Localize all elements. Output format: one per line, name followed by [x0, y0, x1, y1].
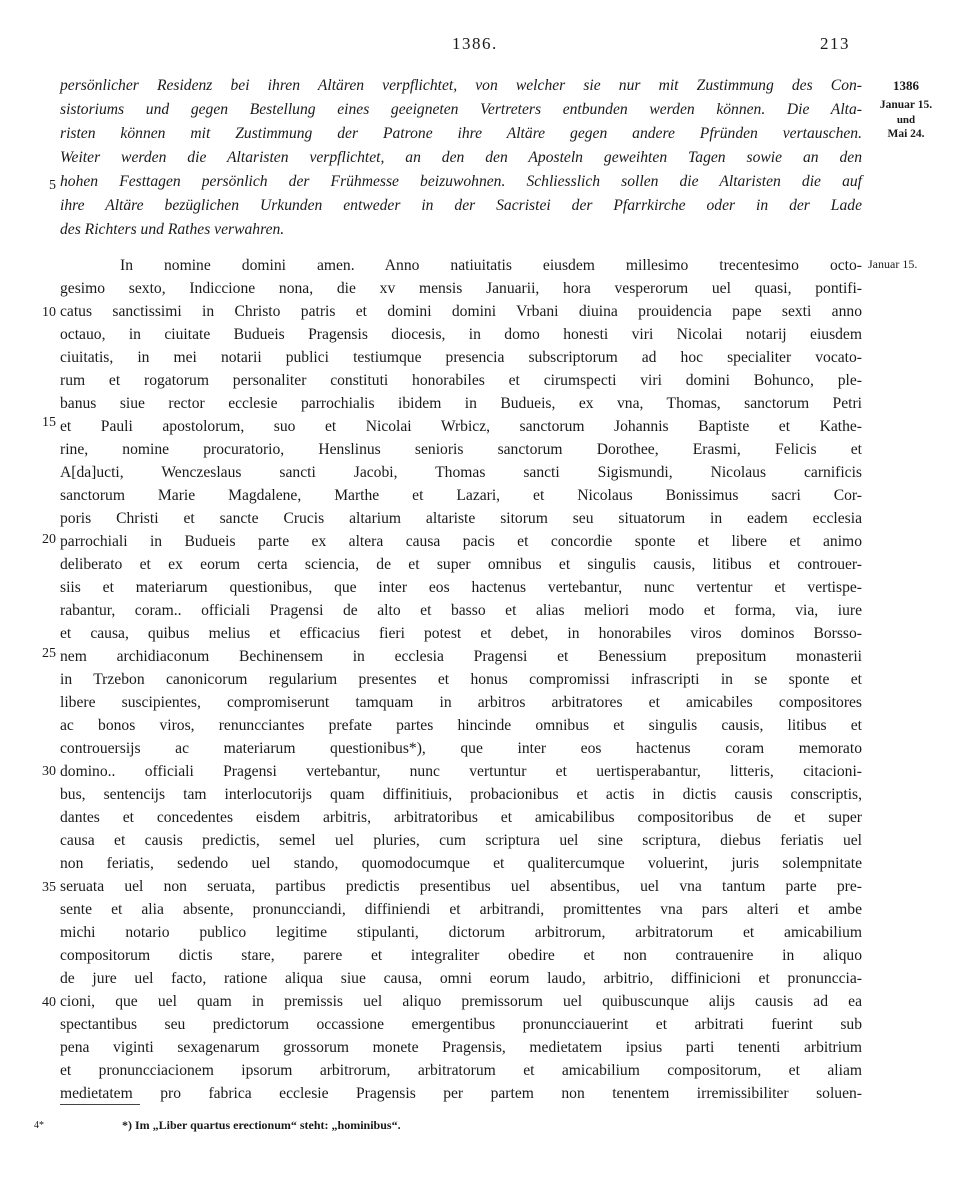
margin-date-year: 1386: [893, 78, 919, 93]
body-line: et pronuncciacionem ipsorum arbitrorum, arbitratorum et amicabilium compositorum, et aliam: [60, 1062, 862, 1079]
body-line: compositorum dictis stare, parere et integraliter obedire et non contrauenire in aliquo: [60, 947, 862, 964]
body-line: non feriatis, sedendo uel stando, quomodocumque et qualitercumque voluerint, juris solempnitate: [60, 855, 862, 872]
body-line: controuersijs ac materiarum questionibus*), que inter eos hactenus coram memorato: [60, 740, 862, 757]
body-line: deliberato et ex eorum certa sciencia, de et super omnibus et singulis causis, litibus et controuer-: [60, 556, 862, 573]
body-line: gesimo sexto, Indiccione nona, die xv mensis Januarii, hora vesperorum uel quasi, pontifi-: [60, 280, 862, 297]
body-line: banus siue rector ecclesie parrochialis ibidem in Budueis, ex vna, Thomas, sanctorum Petri: [60, 395, 862, 412]
body-line: sanctorum Marie Magdalene, Marthe et Lazari, et Nicolaus Bonissimus sacri Cor-: [60, 487, 862, 504]
body-line: pena viginti sexagenarum grossorum monete Pragensis, medietatem ipsius parti tenenti arbitrium: [60, 1039, 862, 1056]
body-line: catus sanctissimi in Christo patris et domini domini Vrbani diuina prouidencia pape sexti anno: [60, 303, 862, 320]
line-number: 30: [42, 764, 56, 779]
body-line: ciuitatis, in mei notarii publici testiumque presencia subscriptorum ad hoc specialiter vocato-: [60, 349, 862, 366]
margin-date-charter: Januar 15.: [868, 257, 918, 271]
page-header: [0, 34, 960, 58]
body-line: causa et causis predictis, semel uel pluries, cum scriptura uel sine scriptura, diebus feriatis uel: [60, 832, 862, 849]
line-number: 25: [42, 646, 56, 661]
summary-line: hohen Festtagen persönlich der Frühmesse beizuwohnen. Schliesslich sollen die Altaristen die auf: [60, 173, 862, 190]
body-line: sente et alia absente, pronuncciandi, diffiniendi et arbitrandi, promittentes vna pars alteri et ambe: [60, 901, 862, 918]
body-line: medietatem pro fabrica ecclesie Pragensis per partem non tenentem irremissibiliter soluen-: [60, 1085, 862, 1102]
sheet-signature: 4*: [34, 1120, 44, 1131]
body-line: rum et rogatorum personaliter constituti honorabiles et cirumspecti viri domini Bohunco, ple-: [60, 372, 862, 389]
summary-line: Weiter werden die Altaristen verpflichtet, an den den Aposteln geweihten Tagen sowie an den: [60, 149, 862, 166]
body-line: seruata uel non seruata, partibus predictis presentibus uel absentibus, uel vna tantum parte pre-: [60, 878, 862, 895]
line-number: 35: [42, 880, 56, 895]
body-line: et Pauli apostolorum, suo et Nicolai Wrbicz, sanctorum Johannis Baptiste et Kathe-: [60, 418, 862, 435]
line-number: 5: [49, 178, 56, 193]
summary-line: risten können mit Zustimmung der Patrone ihre Altäre gegen andere Pfründen vertauschen.: [60, 125, 862, 142]
margin-date-end: Mai 24.: [887, 128, 925, 140]
body-line: et causa, quibus melius et efficacius fieri potest et debet, in honorabiles viros dominos Borsso-: [60, 625, 862, 642]
line-number: 40: [42, 995, 56, 1010]
footnote: *) Im „Liber quartus erectionum“ steht: „hominibus“.: [122, 1118, 401, 1132]
summary-line: ihre Altäre bezüglichen Urkunden entweder in der Sacristei der Pfarrkirche oder in der Lade: [60, 197, 862, 214]
body-line: In nomine domini amen. Anno natiuitatis eiusdem millesimo trecentesimo octo-: [120, 257, 862, 274]
summary-line: persönlicher Residenz bei ihren Altären verpflichtet, von welcher sie nur mit Zustimmung des Con-: [60, 77, 862, 94]
body-line: michi notario publico legitime stipulanti, dictorum arbitrorum, arbitratorum et amicabilium: [60, 924, 862, 941]
body-line: poris Christi et sancte Crucis altarium altariste sitorum seu situatorum in eadem ecclesia: [60, 510, 862, 527]
body-line: cioni, que uel quam in premissis uel aliquo premissorum uel quibuscunque alijs causis ad ea: [60, 993, 862, 1010]
body-line: nem archidiaconum Bechinensem in ecclesia Pragensi et Benessium prepositum monasterii: [60, 648, 862, 665]
body-line: parrochiali in Budueis parte ex altera causa pacis et concordie sponte et libere et animo: [60, 533, 862, 550]
body-line: dantes et concedentes eisdem arbitris, arbitratoribus et amicabilibus compositoribus de et super: [60, 809, 862, 826]
footnote-separator: [60, 1104, 140, 1105]
summary-line: des Richters und Rathes verwahren.: [60, 221, 285, 238]
body-line: ac bonos viros, renuncciantes prefate partes hincinde omnibus et singulis causis, litibus et: [60, 717, 862, 734]
body-line: bus, sentencijs tam interlocutorijs quam diffinitiuis, probacionibus et actis in dictis causis conscriptis,: [60, 786, 862, 803]
line-number: 15: [42, 415, 56, 430]
line-number: 20: [42, 532, 56, 547]
margin-date-and: und: [896, 114, 916, 126]
body-line: domino.. officiali Pragensi vertebantur, nunc vertuntur et uertisperabantur, litteris, citacioni-: [60, 763, 862, 780]
body-line: rabantur, coram.. officiali Pragensi de alto et basso et alias meliori modo et forma, via, iure: [60, 602, 862, 619]
header-year: 1386.: [452, 34, 498, 53]
body-line: libere suscipientes, compromiserunt tamquam in arbitros arbitratores et amicabiles compositores: [60, 694, 862, 711]
body-line: spectantibus seu predictorum occassione emergentibus pronuncciauerint et arbitrati fuerint sub: [60, 1016, 862, 1033]
body-line: de jure uel facto, ratione aliqua siue causa, omni eorum laudo, arbitrio, diffinicioni et pronunccia-: [60, 970, 862, 987]
body-line: octauo, in ciuitate Budueis Pragensis diocesis, in domo honesti viri Nicolai notarij eiusdem: [60, 326, 862, 343]
page-number: 213: [820, 34, 850, 53]
margin-date-start: Januar 15.: [879, 99, 933, 111]
summary-line: sistoriums und gegen Bestellung eines geeigneten Vertreters entbunden werden können. Die Alta-: [60, 101, 862, 118]
line-number: 10: [42, 305, 56, 320]
body-line: in Trzebon canonicorum regularium presentes et honus compromissi infrascripti in se sponte et: [60, 671, 862, 688]
body-line: rine, nomine procuratorio, Henslinus senioris sanctorum Dorothee, Erasmi, Felicis et: [60, 441, 862, 458]
body-line: siis et materiarum questionibus, que inter eos hactenus vertebantur, nunc vertentur et vertispe-: [60, 579, 862, 596]
body-line: A[da]ucti, Wenczeslaus sancti Jacobi, Thomas sancti Sigismundi, Nicolaus carnificis: [60, 464, 862, 481]
